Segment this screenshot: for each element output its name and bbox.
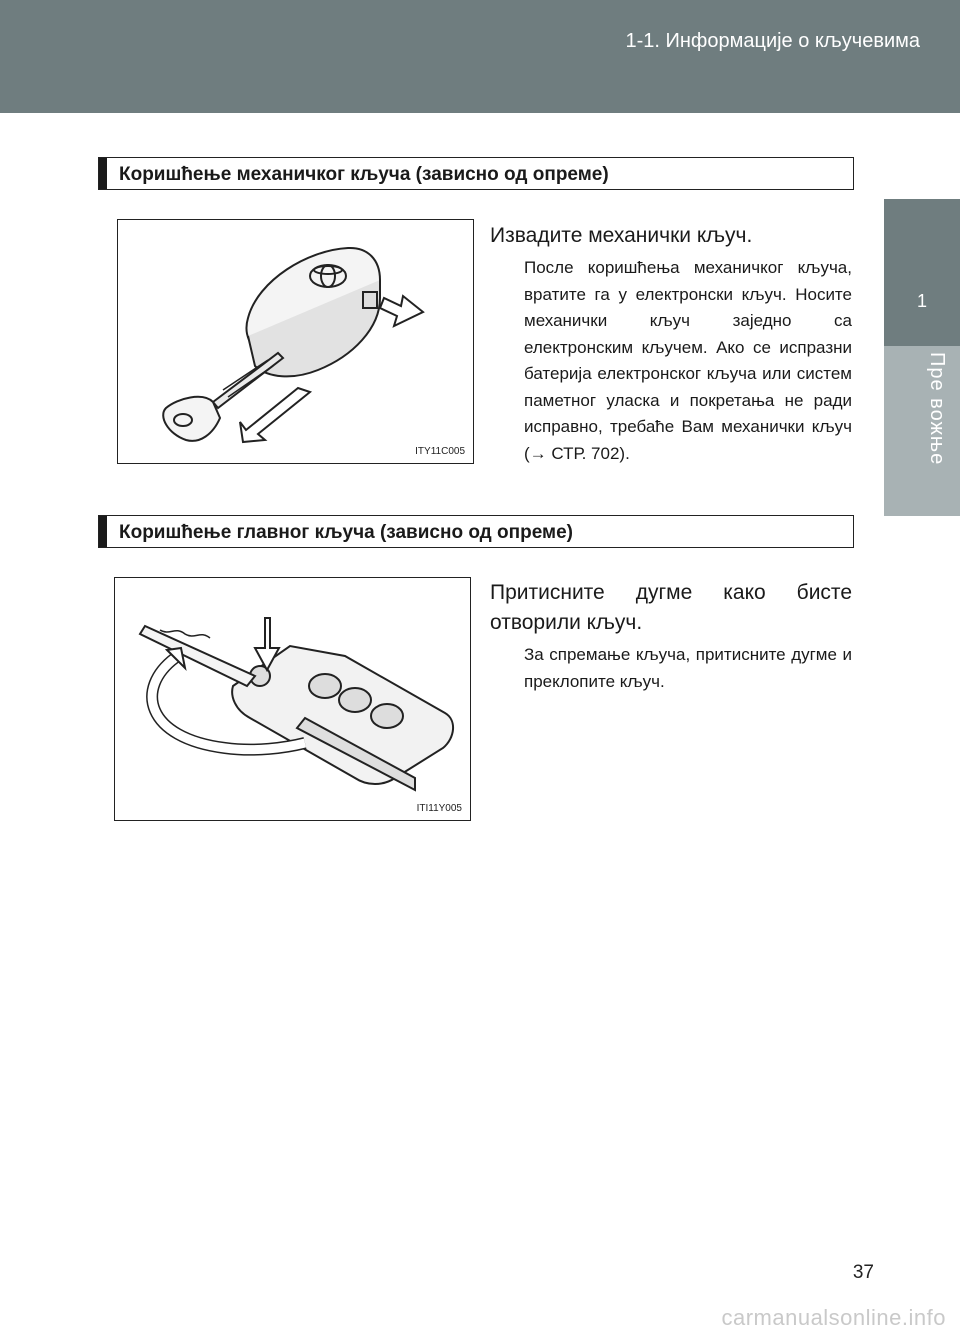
instruction-lead: Притисните дугме како бисте отворили кључ. xyxy=(490,581,852,634)
electronic-key-illustration xyxy=(118,220,475,465)
section-heading-master-key xyxy=(98,515,854,548)
chapter-number: 1 xyxy=(916,291,927,311)
section-stripe xyxy=(99,516,107,547)
section2-text xyxy=(490,578,852,695)
chapter-title: 1-1. Информације о кључевима xyxy=(625,30,920,52)
figure-master-key xyxy=(114,577,471,821)
watermark: carmanualsonline.info xyxy=(721,1305,946,1330)
section-title: Коришћење главног кључа (зависно од опреме) xyxy=(119,522,573,543)
section-heading-mechanical-key xyxy=(98,157,854,190)
figure-electronic-key xyxy=(117,219,474,464)
figure-code: ITI11Y005 xyxy=(416,803,462,814)
page-header xyxy=(0,0,960,113)
page-number: 37 xyxy=(852,1262,874,1283)
chapter-label: Пре вожње xyxy=(926,352,948,466)
figure-code: ITY11C005 xyxy=(415,446,465,457)
chapter-tab xyxy=(884,199,960,346)
section1-text xyxy=(490,221,852,467)
instruction-lead: Извадите механички кључ. xyxy=(490,224,753,247)
master-key-illustration xyxy=(115,578,472,822)
chapter-tab-label-area xyxy=(884,346,960,516)
section-stripe xyxy=(99,158,107,189)
instruction-body: После коришћења механичког кључа, вратите га у електронски кључ. Носите механички кључ заједно са електронским кључем. Ако се испразни батерија електронског кључа или систем паметног уласка и покретања не ради исправно, требаће Вам механички кључ (→ СТР. 702). xyxy=(524,258,852,463)
section-title: Коришћење механичког кључа (зависно од опреме) xyxy=(119,164,609,185)
instruction-body: За спремање кључа, притисните дугме и преклопите кључ. xyxy=(524,645,852,691)
